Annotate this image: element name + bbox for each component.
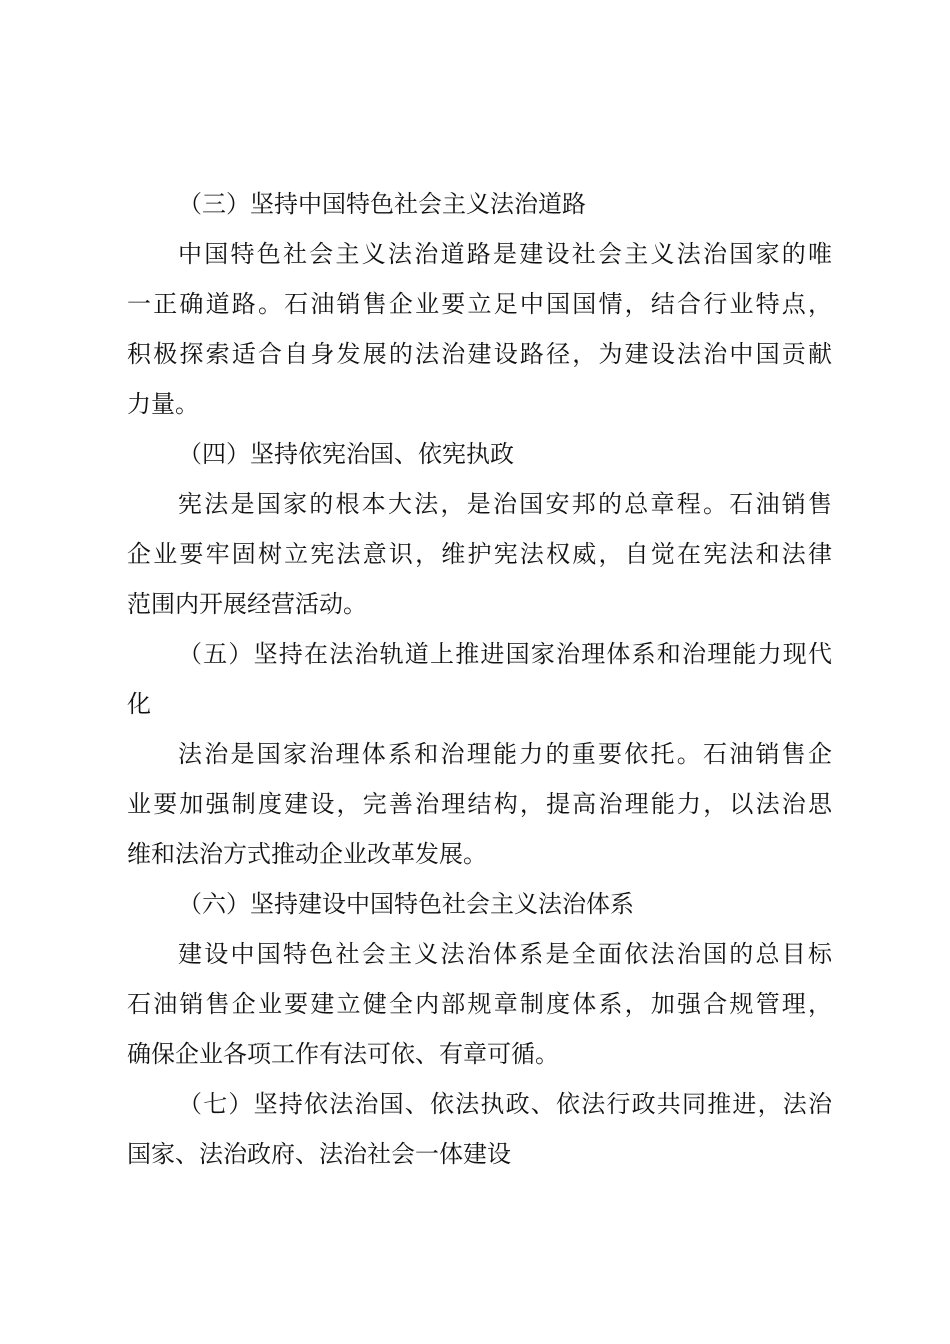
section-heading-7: （七）坚持依法治国、依法执政、依法行政共同推进，法治 <box>178 1090 832 1118</box>
paragraph-line: 业要加强制度建设，完善治理结构，提高治理能力，以法治思 <box>127 790 832 818</box>
paragraph-line: 建设中国特色社会主义法治体系是全面依法治国的总目标 <box>178 940 832 968</box>
section-heading-3: （三）坚持中国特色社会主义法治道路 <box>178 190 586 218</box>
paragraph-line: 中国特色社会主义法治道路是建设社会主义法治国家的唯 <box>178 240 832 268</box>
paragraph-line: 力量。 <box>127 390 199 418</box>
paragraph-line: 宪法是国家的根本大法，是治国安邦的总章程。石油销售 <box>178 490 832 518</box>
paragraph-line: 维和法治方式推动企业改革发展。 <box>127 840 487 868</box>
paragraph-line: 法治是国家治理体系和治理能力的重要依托。石油销售企 <box>178 740 832 768</box>
section-heading-6: （六）坚持建设中国特色社会主义法治体系 <box>178 890 634 918</box>
paragraph-line: 确保企业各项工作有法可依、有章可循。 <box>127 1040 559 1068</box>
section-heading-7-continued: 国家、法治政府、法治社会一体建设 <box>127 1140 511 1168</box>
section-heading-5-continued: 化 <box>127 690 151 718</box>
section-heading-5: （五）坚持在法治轨道上推进国家治理体系和治理能力现代 <box>178 640 832 668</box>
paragraph-line: 一正确道路。石油销售企业要立足中国国情，结合行业特点， <box>127 290 832 318</box>
paragraph-line: 企业要牢固树立宪法意识，维护宪法权威，自觉在宪法和法律 <box>127 540 832 568</box>
paragraph-line: 石油销售企业要建立健全内部规章制度体系，加强合规管理， <box>127 990 832 1018</box>
paragraph-line: 范围内开展经营活动。 <box>127 590 367 618</box>
section-heading-4: （四）坚持依宪治国、依宪执政 <box>178 440 514 468</box>
paragraph-line: 积极探索适合自身发展的法治建设路径，为建设法治中国贡献 <box>127 340 832 368</box>
